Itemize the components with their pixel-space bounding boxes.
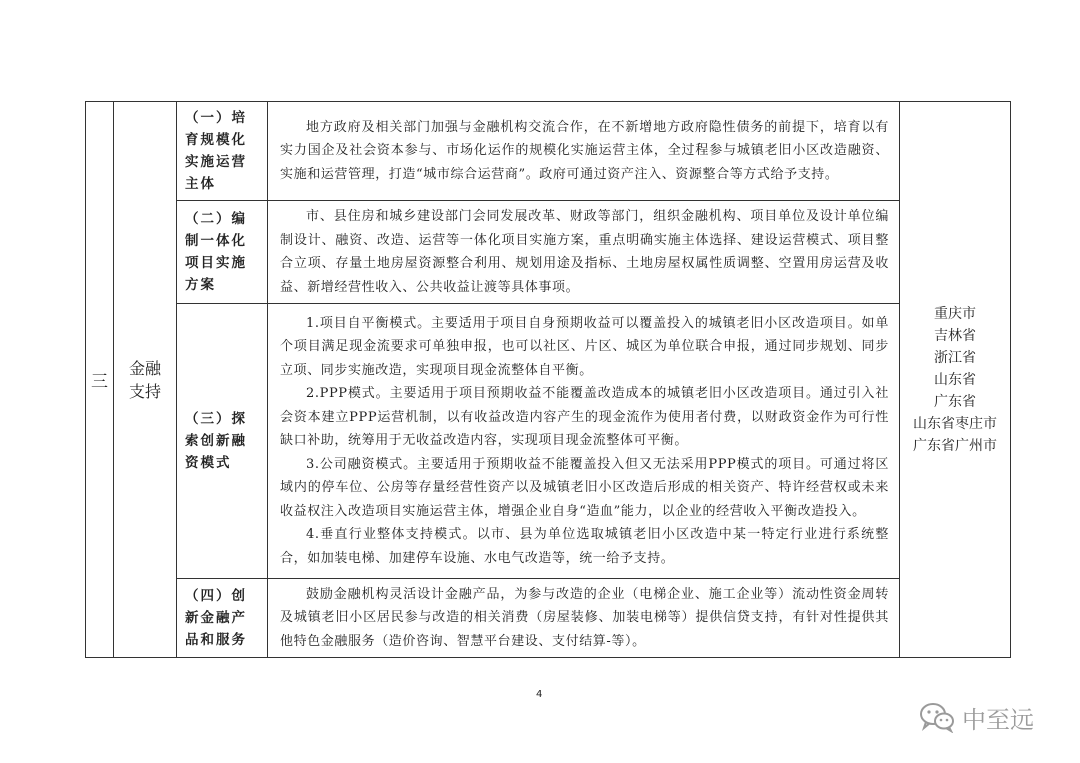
page-number: 4: [536, 689, 543, 700]
measure-title: （三）探索创新融资模式: [177, 304, 268, 579]
policy-table: [85, 101, 1011, 658]
region-item: 重庆市: [934, 305, 976, 322]
pilot-regions-cell: [900, 102, 1011, 658]
category-cell: [114, 102, 177, 658]
measure-content: [268, 579, 900, 658]
region-item: 广东省: [934, 393, 976, 410]
measure-title: （四）创新金融产品和服务: [177, 579, 268, 658]
wechat-icon: [918, 701, 956, 733]
table-row: [86, 579, 1011, 658]
watermark: [918, 700, 1034, 734]
region-item: 山东省枣庄市: [913, 415, 997, 432]
content-paragraph: 市、县住房和城乡建设部门会同发展改革、财政等部门，组织金融机构、项目单位及设计单位编制设计、融资、改造、运营等一体化项目实施方案，重点明确实施主体选择、建设运营模式、项目整合立项、存量土地房屋资源整合利用、规划用途及指标、土地房屋权属性质调整、空置用房运营及收益、新增经营性收入、公共收益让渡等具体事项。: [280, 209, 889, 295]
sequence-cell: 三: [86, 102, 114, 658]
content-paragraph: 4.垂直行业整体支持模式。以市、县为单位选取城镇老旧小区改造中某一特定行业进行系统整合，如加装电梯、加建停车设施、水电气改造等，统一给予支持。: [280, 527, 889, 566]
policy-table-container: [85, 101, 1011, 657]
measure-content: [268, 304, 900, 579]
table-row: [86, 304, 1011, 579]
region-item: 广东省广州市: [913, 437, 997, 454]
content-paragraph: 鼓励金融机构灵活设计金融产品，为参与改造的企业（电梯企业、施工企业等）流动性资金周转及城镇老旧小区居民参与改造的相关消费（房屋装修、加装电梯等）提供信贷支持，有针对性提供其他特色金融服务（造价咨询、智慧平台建设、支付结算-等）。: [280, 586, 889, 649]
region-item: 山东省: [934, 371, 976, 388]
content-paragraph: 3.公司融资模式。主要适用于预期收益不能覆盖投入但又无法采用PPP模式的项目。可通过将区域内的停车位、公房等存量经营性资产以及城镇老旧小区改造后形成的相关资产、特许经营权或未来收益权注入改造项目实施运营主体，增强企业自身“造血”能力，以企业的经营收入平衡改造投入。: [280, 456, 889, 519]
measure-title: （一）培育规模化实施运营主体: [177, 102, 268, 201]
measure-content: [268, 201, 900, 304]
table-row: [86, 201, 1011, 304]
region-item: 吉林省: [934, 327, 976, 344]
measure-content: [268, 102, 900, 201]
content-paragraph: 1.项目自平衡模式。主要适用于项目自身预期收益可以覆盖投入的城镇老旧小区改造项目。如单个项目满足现金流要求可单独申报，也可以社区、片区、城区为单位联合申报，通过同步规划、同步立项、同步实施改造，实现项目现金流整体自平衡。: [280, 315, 889, 378]
category-line-2: 支持: [128, 381, 161, 401]
content-paragraph: 2.PPP模式。主要适用于项目预期收益不能覆盖改造成本的城镇老旧小区改造项目。通过引入社会资本建立PPP运营机制，以有收益改造内容产生的现金流作为使用者付费，以财政资金作为可行性缺口补助，统筹用于无收益改造内容，实现项目现金流整体可平衡。: [280, 386, 889, 449]
content-paragraph: 地方政府及相关部门加强与金融机构交流合作，在不新增地方政府隐性债务的前提下，培育以有实力国企及社会资本参与、市场化运作的规模化实施运营主体，全过程参与城镇老旧小区改造融资、实施和运营管理，打造“城市综合运营商”。政府可通过资产注入、资源整合等方式给予支持。: [280, 119, 889, 182]
region-item: 浙江省: [934, 349, 976, 366]
watermark-text: 中至远: [962, 705, 1034, 734]
category-line-1: 金融: [128, 358, 161, 378]
measure-title: （二）编制一体化项目实施方案: [177, 201, 268, 304]
table-row: [86, 102, 1011, 201]
